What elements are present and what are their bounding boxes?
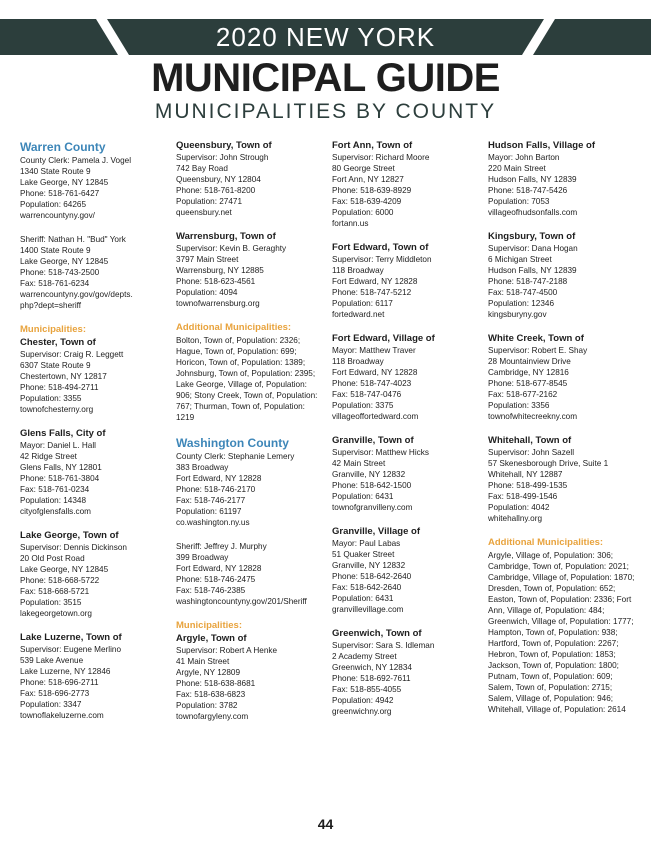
column-2 (176, 140, 318, 722)
entry-line: Fax: 518-855-4055 (332, 685, 402, 694)
entry-line: Population: 4094 (176, 288, 238, 297)
entry-line: Phone: 518-747-2188 (488, 277, 568, 286)
sheriff-line: 399 Broadway (176, 553, 229, 562)
entry-line: Phone: 518-747-4023 (332, 379, 412, 388)
clerk-line: Population: 64265 (20, 200, 87, 209)
sheriff-line: Fax: 518-761-6234 (20, 279, 90, 288)
entry-line: Granville, NY 12832 (332, 470, 406, 479)
additional-municipalities-text: Bolton, Town of, Population: 2326; Hague, Town of, Population: 699; Horicon, Town of, Population: 1389; Johnsburg, Town of, Population: 2395; Lake George, Village of, Population: 906; Stony Creek, Town of, Population: 767; Thurman, Town of, Population: 1219 (176, 336, 318, 422)
entry-line: Greenwich, NY 12834 (332, 663, 412, 672)
municipalities-heading: Municipalities: (20, 324, 86, 335)
column-3 (332, 140, 474, 717)
entry-line: 539 Lake Avenue (20, 656, 84, 665)
entry-line: 51 Quaker Street (332, 550, 395, 559)
entry-line: Population: 3515 (20, 598, 82, 607)
entry-line: Population: 14348 (20, 496, 87, 505)
clerk-line: County Clerk: Stephanie Lemery (176, 452, 295, 461)
entry-lake-george (20, 530, 162, 619)
entry-line: Population: 4942 (332, 696, 394, 705)
entry-warrensburg (176, 231, 318, 309)
entry-white-creek (488, 333, 638, 422)
entry-line: Fax: 518-677-2162 (488, 390, 558, 399)
entry-line: 6 Michigan Street (488, 255, 552, 264)
header-banner (0, 19, 651, 55)
entry-line: Phone: 518-761-8200 (176, 186, 256, 195)
entry-name: Granville, Town of (332, 435, 414, 446)
entry-line: Mayor: John Barton (488, 153, 560, 162)
entry-line: Argyle, NY 12809 (176, 668, 241, 677)
entry-line: whitehallny.org (488, 514, 543, 523)
entry-line: Fax: 518-668-5721 (20, 587, 90, 596)
clerk-line: Population: 61197 (176, 507, 242, 516)
entry-line: Fax: 518-696-2773 (20, 689, 90, 698)
entry-line: Granville, NY 12832 (332, 561, 406, 570)
entry-line: 20 Old Post Road (20, 554, 85, 563)
entry-fort-edward-town (332, 242, 474, 320)
entry-line: 6307 State Route 9 (20, 361, 91, 370)
entry-name: Whitehall, Town of (488, 435, 572, 446)
page-number: 44 (317, 816, 334, 832)
entry-line: Supervisor: John Sazell (488, 448, 575, 457)
entry-name: Queensbury, Town of (176, 140, 272, 151)
entry-line: fortedward.net (332, 310, 385, 319)
entry-whitehall (488, 435, 638, 524)
entry-line: Supervisor: Dana Hogan (488, 244, 578, 253)
entry-name: White Creek, Town of (488, 333, 584, 344)
entry-queensbury (176, 140, 318, 218)
entry-line: Fax: 518-747-0476 (332, 390, 402, 399)
entry-line: townofchesterny.org (20, 405, 94, 414)
sheriff-block (20, 234, 162, 311)
entry-name: Warrensburg, Town of (176, 231, 276, 242)
entry-greenwich (332, 628, 474, 717)
sheriff-line: 1400 State Route 9 (20, 246, 91, 255)
entry-name: Argyle, Town of (176, 633, 247, 644)
clerk-line: County Clerk: Pamela J. Vogel (20, 156, 132, 165)
entry-line: Supervisor: Craig R. Leggett (20, 350, 124, 359)
entry-line: Cambridge, NY 12816 (488, 368, 569, 377)
entry-argyle (176, 633, 318, 722)
county-heading-warren: Warren County (20, 140, 106, 154)
page-subtitle: MUNICIPALITIES BY COUNTY (154, 100, 497, 123)
entry-line: Phone: 518-639-8929 (332, 186, 412, 195)
entry-line: Whitehall, NY 12887 (488, 470, 563, 479)
entry-line: Supervisor: Richard Moore (332, 153, 430, 162)
entry-line: Mayor: Daniel L. Hall (20, 441, 96, 450)
entry-line: Phone: 518-623-4561 (176, 277, 256, 286)
clerk-line: Fort Edward, NY 12828 (176, 474, 262, 483)
clerk-line: warrencountyny.gov/ (20, 211, 95, 220)
entry-line: 2 Academy Street (332, 652, 397, 661)
additional-municipalities-heading: Additional Municipalities: (488, 537, 604, 548)
entry-name: Chester, Town of (20, 337, 96, 348)
entry-line: Supervisor: Sara S. Idleman (332, 641, 435, 650)
entry-line: Phone: 518-696-2711 (20, 678, 99, 687)
sheriff-line: washingtoncountyny.gov/201/Sheriff (176, 597, 307, 606)
entry-line: Glens Falls, NY 12801 (20, 463, 102, 472)
clerk-line: Lake George, NY 12845 (20, 178, 109, 187)
entry-line: 28 Mountainview Drive (488, 357, 571, 366)
entry-chester (20, 337, 162, 415)
sheriff-line: Sheriff: Jeffrey J. Murphy (176, 542, 267, 551)
entry-name: Glens Falls, City of (20, 428, 106, 439)
clerk-line: co.washington.ny.us (176, 518, 250, 527)
entry-name: Fort Edward, Village of (332, 333, 435, 344)
entry-line: Population: 6431 (332, 594, 394, 603)
entry-line: greenwichny.org (332, 707, 392, 716)
entry-line: granvillevillage.com (332, 605, 404, 614)
entry-line: Phone: 518-747-5212 (332, 288, 412, 297)
entry-line: Population: 6000 (332, 208, 394, 217)
entry-line: 80 George Street (332, 164, 395, 173)
entry-line: townoflakeluzerne.com (20, 711, 104, 720)
sheriff-block (176, 541, 318, 607)
entry-line: 742 Bay Road (176, 164, 228, 173)
entry-line: 42 Main Street (332, 459, 386, 468)
sheriff-line: Sheriff: Nathan H. "Bud" York (20, 235, 126, 244)
entry-line: Mayor: Paul Labas (332, 539, 401, 548)
entry-name: Granville, Village of (332, 526, 420, 537)
sheriff-line: Fax: 518-746-2385 (176, 586, 246, 595)
county-heading-washington: Washington County (176, 436, 289, 450)
additional-municipalities-heading: Additional Municipalities: (176, 322, 292, 333)
entry-line: queensbury.net (176, 208, 232, 217)
entry-line: townofwhitecreekny.com (488, 412, 578, 421)
entry-line: Population: 6431 (332, 492, 394, 501)
column-4 (488, 140, 638, 715)
entry-fort-edward-village (332, 333, 474, 422)
entry-line: Population: 6117 (332, 299, 393, 308)
entry-line: Lake George, NY 12845 (20, 565, 109, 574)
county-clerk-block (176, 451, 318, 528)
entry-line: 42 Ridge Street (20, 452, 77, 461)
entry-line: Supervisor: Robert A Henke (176, 646, 278, 655)
entry-line: 118 Broadway (332, 357, 384, 366)
entry-line: Fort Edward, NY 12828 (332, 277, 418, 286)
entry-line: Fax: 518-639-4209 (332, 197, 402, 206)
entry-line: villageofhudsonfalls.com (488, 208, 578, 217)
entry-line: Population: 3347 (20, 700, 82, 709)
entry-line: Phone: 518-499-1535 (488, 481, 568, 490)
entry-line: Phone: 518-668-5722 (20, 576, 100, 585)
entry-line: cityofglensfalls.com (20, 507, 91, 516)
sheriff-line: Lake George, NY 12845 (20, 257, 109, 266)
entry-line: Population: 12346 (488, 299, 555, 308)
entry-line: Population: 4042 (488, 503, 550, 512)
entry-line: lakegeorgetown.org (20, 609, 92, 618)
entry-line: Population: 3355 (20, 394, 82, 403)
county-clerk-block (20, 155, 162, 221)
sheriff-line: php?dept=sheriff (20, 301, 82, 310)
entry-line: Fax: 518-638-6823 (176, 690, 246, 699)
sheriff-line: warrencountyny.gov/gov/depts. (20, 290, 133, 299)
entry-line: Chestertown, NY 12817 (20, 372, 107, 381)
entry-lake-luzerne (20, 632, 162, 721)
entry-line: Phone: 518-677-8545 (488, 379, 568, 388)
entry-line: 3797 Main Street (176, 255, 239, 264)
entry-line: Fax: 518-642-2640 (332, 583, 402, 592)
entry-line: villageoffortedward.com (332, 412, 419, 421)
entry-line: Supervisor: Eugene Merlino (20, 645, 122, 654)
entry-line: Population: 3356 (488, 401, 550, 410)
entry-name: Fort Edward, Town of (332, 242, 429, 253)
entry-line: Population: 3782 (176, 701, 238, 710)
entry-line: Population: 7053 (488, 197, 550, 206)
municipalities-heading: Municipalities: (176, 620, 242, 631)
entry-hudson-falls (488, 140, 638, 218)
entry-line: Supervisor: John Strough (176, 153, 269, 162)
entry-line: Phone: 518-494-2711 (20, 383, 99, 392)
entry-line: 118 Broadway (332, 266, 384, 275)
entry-line: Mayor: Matthew Traver (332, 346, 416, 355)
page-title: MUNICIPAL GUIDE (151, 56, 500, 100)
entry-fort-ann (332, 140, 474, 229)
entry-line: Supervisor: Dennis Dickinson (20, 543, 127, 552)
entry-line: Phone: 518-747-5426 (488, 186, 568, 195)
entry-line: Phone: 518-692-7611 (332, 674, 411, 683)
entry-line: townofargyleny.com (176, 712, 249, 721)
entry-line: Fax: 518-761-0234 (20, 485, 90, 494)
entry-line: Hudson Falls, NY 12839 (488, 266, 577, 275)
clerk-line: Phone: 518-761-6427 (20, 189, 100, 198)
entry-name: Fort Ann, Town of (332, 140, 413, 151)
entry-granville-town (332, 435, 474, 513)
entry-line: fortann.us (332, 219, 369, 228)
sheriff-line: Fort Edward, NY 12828 (176, 564, 262, 573)
entry-line: Supervisor: Kevin B. Geraghty (176, 244, 287, 253)
entry-line: Supervisor: Matthew Hicks (332, 448, 429, 457)
entry-granville-village (332, 526, 474, 615)
entry-line: Queensbury, NY 12804 (176, 175, 261, 184)
entry-line: 57 Skenesborough Drive, Suite 1 (488, 459, 609, 468)
entry-line: Warrensburg, NY 12885 (176, 266, 264, 275)
entry-line: Supervisor: Terry Middleton (332, 255, 432, 264)
entry-glens-falls (20, 428, 162, 517)
entry-line: 220 Main Street (488, 164, 546, 173)
banner-year-label: 2020 NEW YORK (215, 22, 436, 52)
entry-name: Kingsbury, Town of (488, 231, 576, 242)
entry-line: townofwarrensburg.org (176, 299, 260, 308)
clerk-line: Phone: 518-746-2170 (176, 485, 256, 494)
entry-line: Phone: 518-642-1500 (332, 481, 412, 490)
entry-line: Phone: 518-638-8681 (176, 679, 256, 688)
entry-line: Supervisor: Robert E. Shay (488, 346, 588, 355)
entry-line: Phone: 518-761-3804 (20, 474, 100, 483)
clerk-line: 1340 State Route 9 (20, 167, 91, 176)
column-1 (20, 140, 162, 721)
entry-line: Lake Luzerne, NY 12846 (20, 667, 111, 676)
entry-line: Phone: 518-642-2640 (332, 572, 412, 581)
entry-line: kingsburyny.gov (488, 310, 547, 319)
entry-name: Hudson Falls, Village of (488, 140, 595, 151)
entry-name: Lake Luzerne, Town of (20, 632, 122, 643)
entry-line: Hudson Falls, NY 12839 (488, 175, 577, 184)
entry-line: Fax: 518-499-1546 (488, 492, 558, 501)
entry-line: Fort Ann, NY 12827 (332, 175, 404, 184)
entry-name: Lake George, Town of (20, 530, 119, 541)
entry-line: Population: 3375 (332, 401, 394, 410)
clerk-line: Fax: 518-746-2177 (176, 496, 246, 505)
entry-line: Population: 27471 (176, 197, 243, 206)
clerk-line: 383 Broadway (176, 463, 229, 472)
additional-municipalities-text: Argyle, Village of, Population: 306; Cambridge, Town of, Population: 2021; Cambridge, Village of, Population: 1870; Dresden, Town of, Population: 652; Easton, Town of, Population: 2336; Fort Ann, Village of, Population: 484; Greenwich, Village of, Population: 1777; Hampton, Town of, Population: 938; Hartford, Town of, Population: 2267; Hebron, Town of, Population: 1853; Jackson, Town of, Population: 1800; Putnam, Town of, Population: 609; Salem, Town of, Population: 2715; Salem, Village of, Population: 946; Whitehall, Village of, Population: 2614 (488, 551, 635, 714)
entry-line: Fort Edward, NY 12828 (332, 368, 418, 377)
entry-name: Greenwich, Town of (332, 628, 422, 639)
sheriff-line: Phone: 518-743-2500 (20, 268, 100, 277)
entry-line: 41 Main Street (176, 657, 230, 666)
entry-kingsbury (488, 231, 638, 320)
entry-line: Fax: 518-747-4500 (488, 288, 558, 297)
sheriff-line: Phone: 518-746-2475 (176, 575, 256, 584)
entry-line: townofgranvilleny.com (332, 503, 413, 512)
